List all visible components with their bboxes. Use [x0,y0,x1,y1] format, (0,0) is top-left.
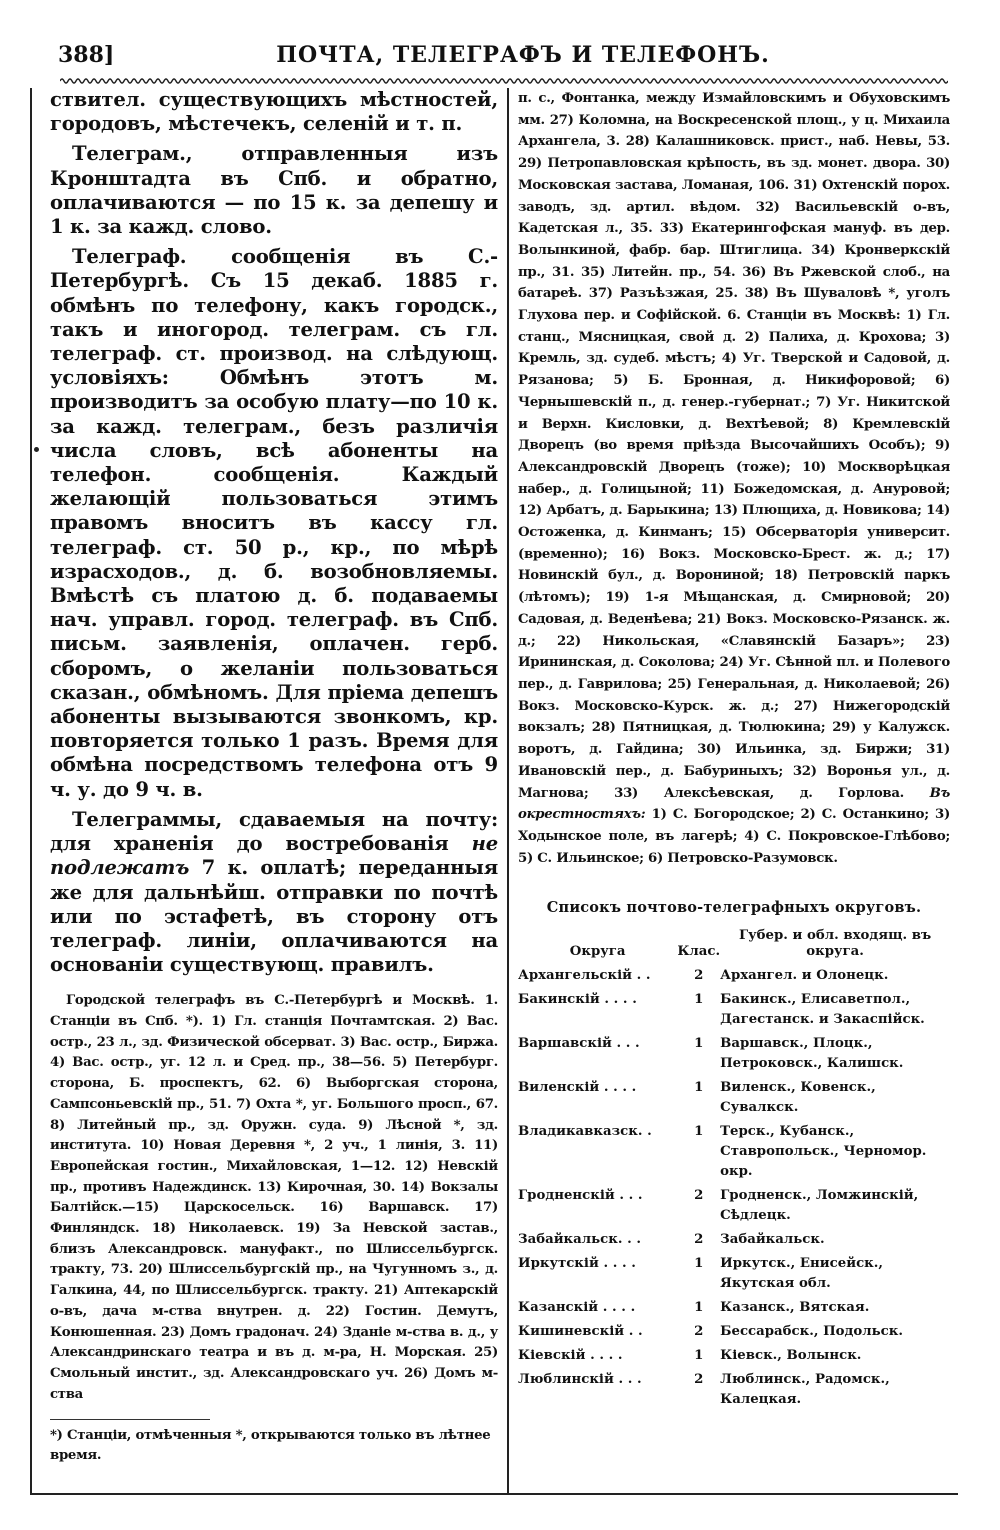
paragraph-telephone-exchange: Телеграф. сообщенія въ С.-Петербургѣ. Съ 15 декаб. 1885 г. обмѣнъ по телефону, какъ городск., такъ и иногород. телеграм. съ гл. телеграф. ст. производ. на слѣдующ. условіяхъ: Обмѣнъ этотъ м. производитъ за особую плату—по 10 к. за кажд. телеграм., безъ различія числа словъ, всѣ абоненты на телефон. сообщенія. Каждый желающій пользоваться этимъ правомъ вноситъ въ кассу гл. телеграф. ст. 50 р., кр., по мѣрѣ израсходов., д. б. возобновляемы. Вмѣстѣ съ платою д. б. подаваемы нач. управл. город. телеграф. въ Спб. письм. заявленія, оплачен. герб. сборомъ, о желаніи пользоваться сказан., обмѣномъ. Для пріема депешъ абоненты вызываются звонкомъ, кр. повторяется только 1 разъ. Время для обмѣна посредствомъ телефона отъ 9 ч. у. до 9 ч. в. [50,245,498,801]
guberniya-cell: Кіевск., Волынск. [720,1348,862,1364]
table-row [518,1346,950,1370]
okrug-cell: Архангельскій . . [518,968,651,984]
paragraph-city-telegraph: Городской телеграфъ въ С.-Петербургѣ и Москвѣ. 1. Станціи въ Спб. *). 1) Гл. станція Почтамтская. 2) Вас. остр., 23 л., зд. Физической обсерват. 3) Вас. остр., Биржа. 4) Вас. остр., уг. 12 л. и Сред. пр., 38—56. 5) Петербург. сторона, Б. проспектъ, 62. 6) Выборгская сторона, Сампсоньевскій пр., 51. 7) Охта *, уг. Большого просп., 67. 8) Литейный пр., зд. Оружн. суда. 9) Лѣсной *, зд. института. 10) Новая Деревня *, 2 уч., 1 линія, 3. 11) Европейская гостин., Михайловская, 1—12. 12) Невскій пр., противъ Надеждинск. 13) Кирочная, 30. 14) Вокзалы Балтійск.—15) Царскосельск. 16) Варшавск. 17) Финляндск. 18) Николаевск. 19) За Невской застав., близъ Александровск. мануфакт., по Шлиссельбургск. тракту, 73. 20) Шлиссельбургскій пр., на Чугунномъ з., д. Галкина, 44, по Шлиссельбургск. тракту. 21) Аптекарскій о-въ, дача м-ства внутрен. д. 22) Гостин. Демутъ, Конюшенная. 23) Домъ градонач. 24) Зданіе м-ства в. д., у Александринскаго театра и въ д. м-ра, Н. Морская. 25) Смольный инстит., зд. Александровскаго уч. 26) Домъ м-ства [50,993,498,1402]
okrug-cell: Гродненскій . . . [518,1188,643,1204]
okrug-cell: Кишиневскій . . [518,1324,643,1340]
okrug-cell: Иркутскій . . . . [518,1256,636,1272]
guberniya-cell: Варшавск., Плоцк., Петроковск., Калишск. [720,1036,904,1072]
table-row [518,1254,950,1298]
districts-table [518,928,950,1414]
klass-cell: 1 [694,1124,704,1140]
column-divider-rule [507,88,509,1493]
table-row [518,1122,950,1186]
header-guberniya: Губер. и обл. входящ. въ округа. [738,928,932,960]
districts-table-title: Списокъ почтово-телеграфныхъ округовъ. [546,899,922,917]
okrug-cell: Люблинскій . . . [518,1372,642,1388]
paragraph-kronstadt: Телеграм., отправленныя изъ Кронштадта въ Спб. и обратно, оплачиваются — по 15 к. за депешу и 1 к. за кажд. слово. [50,142,498,239]
guberniya-cell: Архангел. и Олонецк. [720,968,889,984]
districts-table-body [518,966,950,1414]
guberniya-cell: Забайкальск. [720,1232,825,1248]
header-klass: Клас. [677,944,721,960]
header-okrug: Округа [569,944,626,960]
okrug-cell: Бакинскій . . . . [518,992,637,1008]
wavy-rule-ornament [60,76,948,86]
margin-dot [34,447,39,452]
page-number: 388] [58,42,115,68]
table-header-row [518,928,950,966]
guberniya-cell: Казанск., Вятская. [720,1300,870,1316]
table-row [518,1230,950,1254]
okrug-cell: Владикавказск. . [518,1124,652,1140]
klass-cell: 2 [694,1232,704,1248]
paragraph-telegrams-by-post: Телеграммы, сдаваемыя на почту: для храненія до востребованія не подлежатъ 7 к. оплатѣ; переданныя же для дальнѣйш. отправки по почтѣ или по эстафетѣ, въ сторону отъ телеграф. линіи, оплачиваются на основаніи существующ. правилъ. [50,807,499,977]
klass-cell: 1 [694,1256,704,1272]
table-row [518,990,950,1034]
guberniya-cell: Иркутск., Енисейск., Якутская обл. [720,1256,884,1292]
right-column [518,88,950,1414]
klass-cell: 2 [694,1188,704,1204]
guberniya-cell: Виленск., Ковенск., Сувалкск. [720,1080,876,1116]
table-row [518,1298,950,1322]
table-row [518,1078,950,1122]
okrug-cell: Виленскій . . . . [518,1080,637,1096]
okrug-cell: Забайкальск. . . [518,1232,642,1248]
klass-cell: 2 [694,968,704,984]
klass-cell: 1 [694,992,704,1008]
guberniya-cell: Терск., Кубанск., Ставропольск., Черномор. окр. [720,1124,927,1180]
okrug-cell: Варшавскій . . . [518,1036,640,1052]
table-row [518,1034,950,1078]
page-header [58,38,948,78]
klass-cell: 1 [694,1300,704,1316]
okrug-cell: Кіевскій . . . . [518,1348,623,1364]
table-row [518,1370,950,1414]
footnote: *) Станціи, отмѣченныя *, открываются только въ лѣтнее время. [50,1428,491,1464]
klass-cell: 1 [694,1348,704,1364]
footnote-rule [50,1419,210,1420]
left-column [50,88,498,1466]
table-row [518,1322,950,1346]
paragraph-continuation: ствител. существующихъ мѣстностей, городовъ, мѣстечекъ, селеній и т. п. [50,88,498,136]
guberniya-cell: Бакинск., Елисаветпол., Дагестанск. и Закаспійск. [720,992,925,1028]
table-row [518,1186,950,1230]
klass-cell: 1 [694,1080,704,1096]
klass-cell: 1 [694,1036,704,1052]
guberniya-cell: Люблинск., Радомск., Калецкая. [720,1372,890,1408]
klass-cell: 2 [694,1372,704,1388]
okrug-cell: Казанскій . . . . [518,1300,636,1316]
paragraph-stations-continued: п. с., Фонтанка, между Измайловскимъ и Обуховскимъ мм. 27) Коломна, на Воскресенской площ., у ц. Михаила Архангела, 3. 28) Калашниковск. прист., наб. Невы, 53. 29) Петропавловская крѣпость, въ зд. монет. двора. 30) Московская застава, Ломаная, 106. 31) Охтенскій порох. заводъ, зд. артил. вѣдом. 32) Васильевскій о-въ, Кадетская л., 35. 33) Екатерингофская мануф. въ дер. Волынкиной, фабр. бар. Штиглица. 34) Кронверкскій пр., 31. 35) Литейн. пр., 54. 36) Въ Ржевской слоб., на батареѣ. 37) Разъѣзжая, 25. 38) Въ Шуваловѣ *, уголъ Глухова пер. и Софійской. 6. Станціи въ Москвѣ: 1) Гл. станц., Мясницкая, свой д. 2) Палиха, д. Крохова; 3) Кремль, зд. судеб. мѣстъ; 4) Уг. Тверской и Садовой, д. Рязанова; 5) Б. Бронная, д. Никифоровой; 6) Чернышевскій п., д. генер.-губернат.; 7) Уг. Никитской и Верхн. Кисловки, д. Вехтѣевой; 8) Кремлевскій Дворецъ (во время пріѣзда Высочайшихъ Особъ); 9) Александровскій Дворецъ (тоже); 10) Москворѣцкая набер., д. Голицыной; 11) Божедомская, д. Ануровой; 12) Арбатъ, д. Барыкина; 13) Плющиха, д. Новикова; 14) Остоженка, д. Кинманъ; 15) Обсерваторія университ. (временно); 16) Вокз. Московско-Брест. ж. д.; 17) Новинскій бул., д. Ворониной; 18) Петровскій паркъ (лѣтомъ); 19) 1-я Мѣщанская, д. Смирновой; 20) Садовая, д. Веденѣева; 21) Вокз. Московско-Рязанск. ж. д.; 22) Никольская, «Славянскій Базаръ»; 23) Ирининская, д. Соколова; 24) Уг. Сѣнной пл. и Полевого пер., д. Гаврилова; 25) Генеральная, д. Николаевой; 26) Вокз. Московско-Курск. ж. д.; 27) Нижегородскій вокзалъ; 28) Пятницкая, д. Тюлюкина; 29) у Калужск. воротъ, д. Гайдина; 30) Ильинка, зд. Биржи; 31) Ивановскій пер., д. Бабуриныхъ; 32) Воронья ул., д. Магнова; 33) Алексѣевская, д. Горлова. Въ окрестностяхъ: 1) С. Богородское; 2) С. Останкино; 3) Ходынское поле, въ лагерѣ; 4) С. Покровское-Глѣбово; 5) С. Ильинское; 6) Петровско-Разумовск. [518,91,950,866]
left-border-rule [30,88,32,1493]
guberniya-cell: Гродненск., Ломжинскій, Сѣдлецк. [720,1188,919,1224]
table-row [518,966,950,990]
guberniya-cell: Бессарабск., Подольск. [720,1324,904,1340]
klass-cell: 2 [694,1324,704,1340]
running-title: ПОЧТА, ТЕЛЕГРАФЪ И ТЕЛЕФОНЪ. [276,42,770,68]
bottom-border-rule [30,1493,958,1495]
